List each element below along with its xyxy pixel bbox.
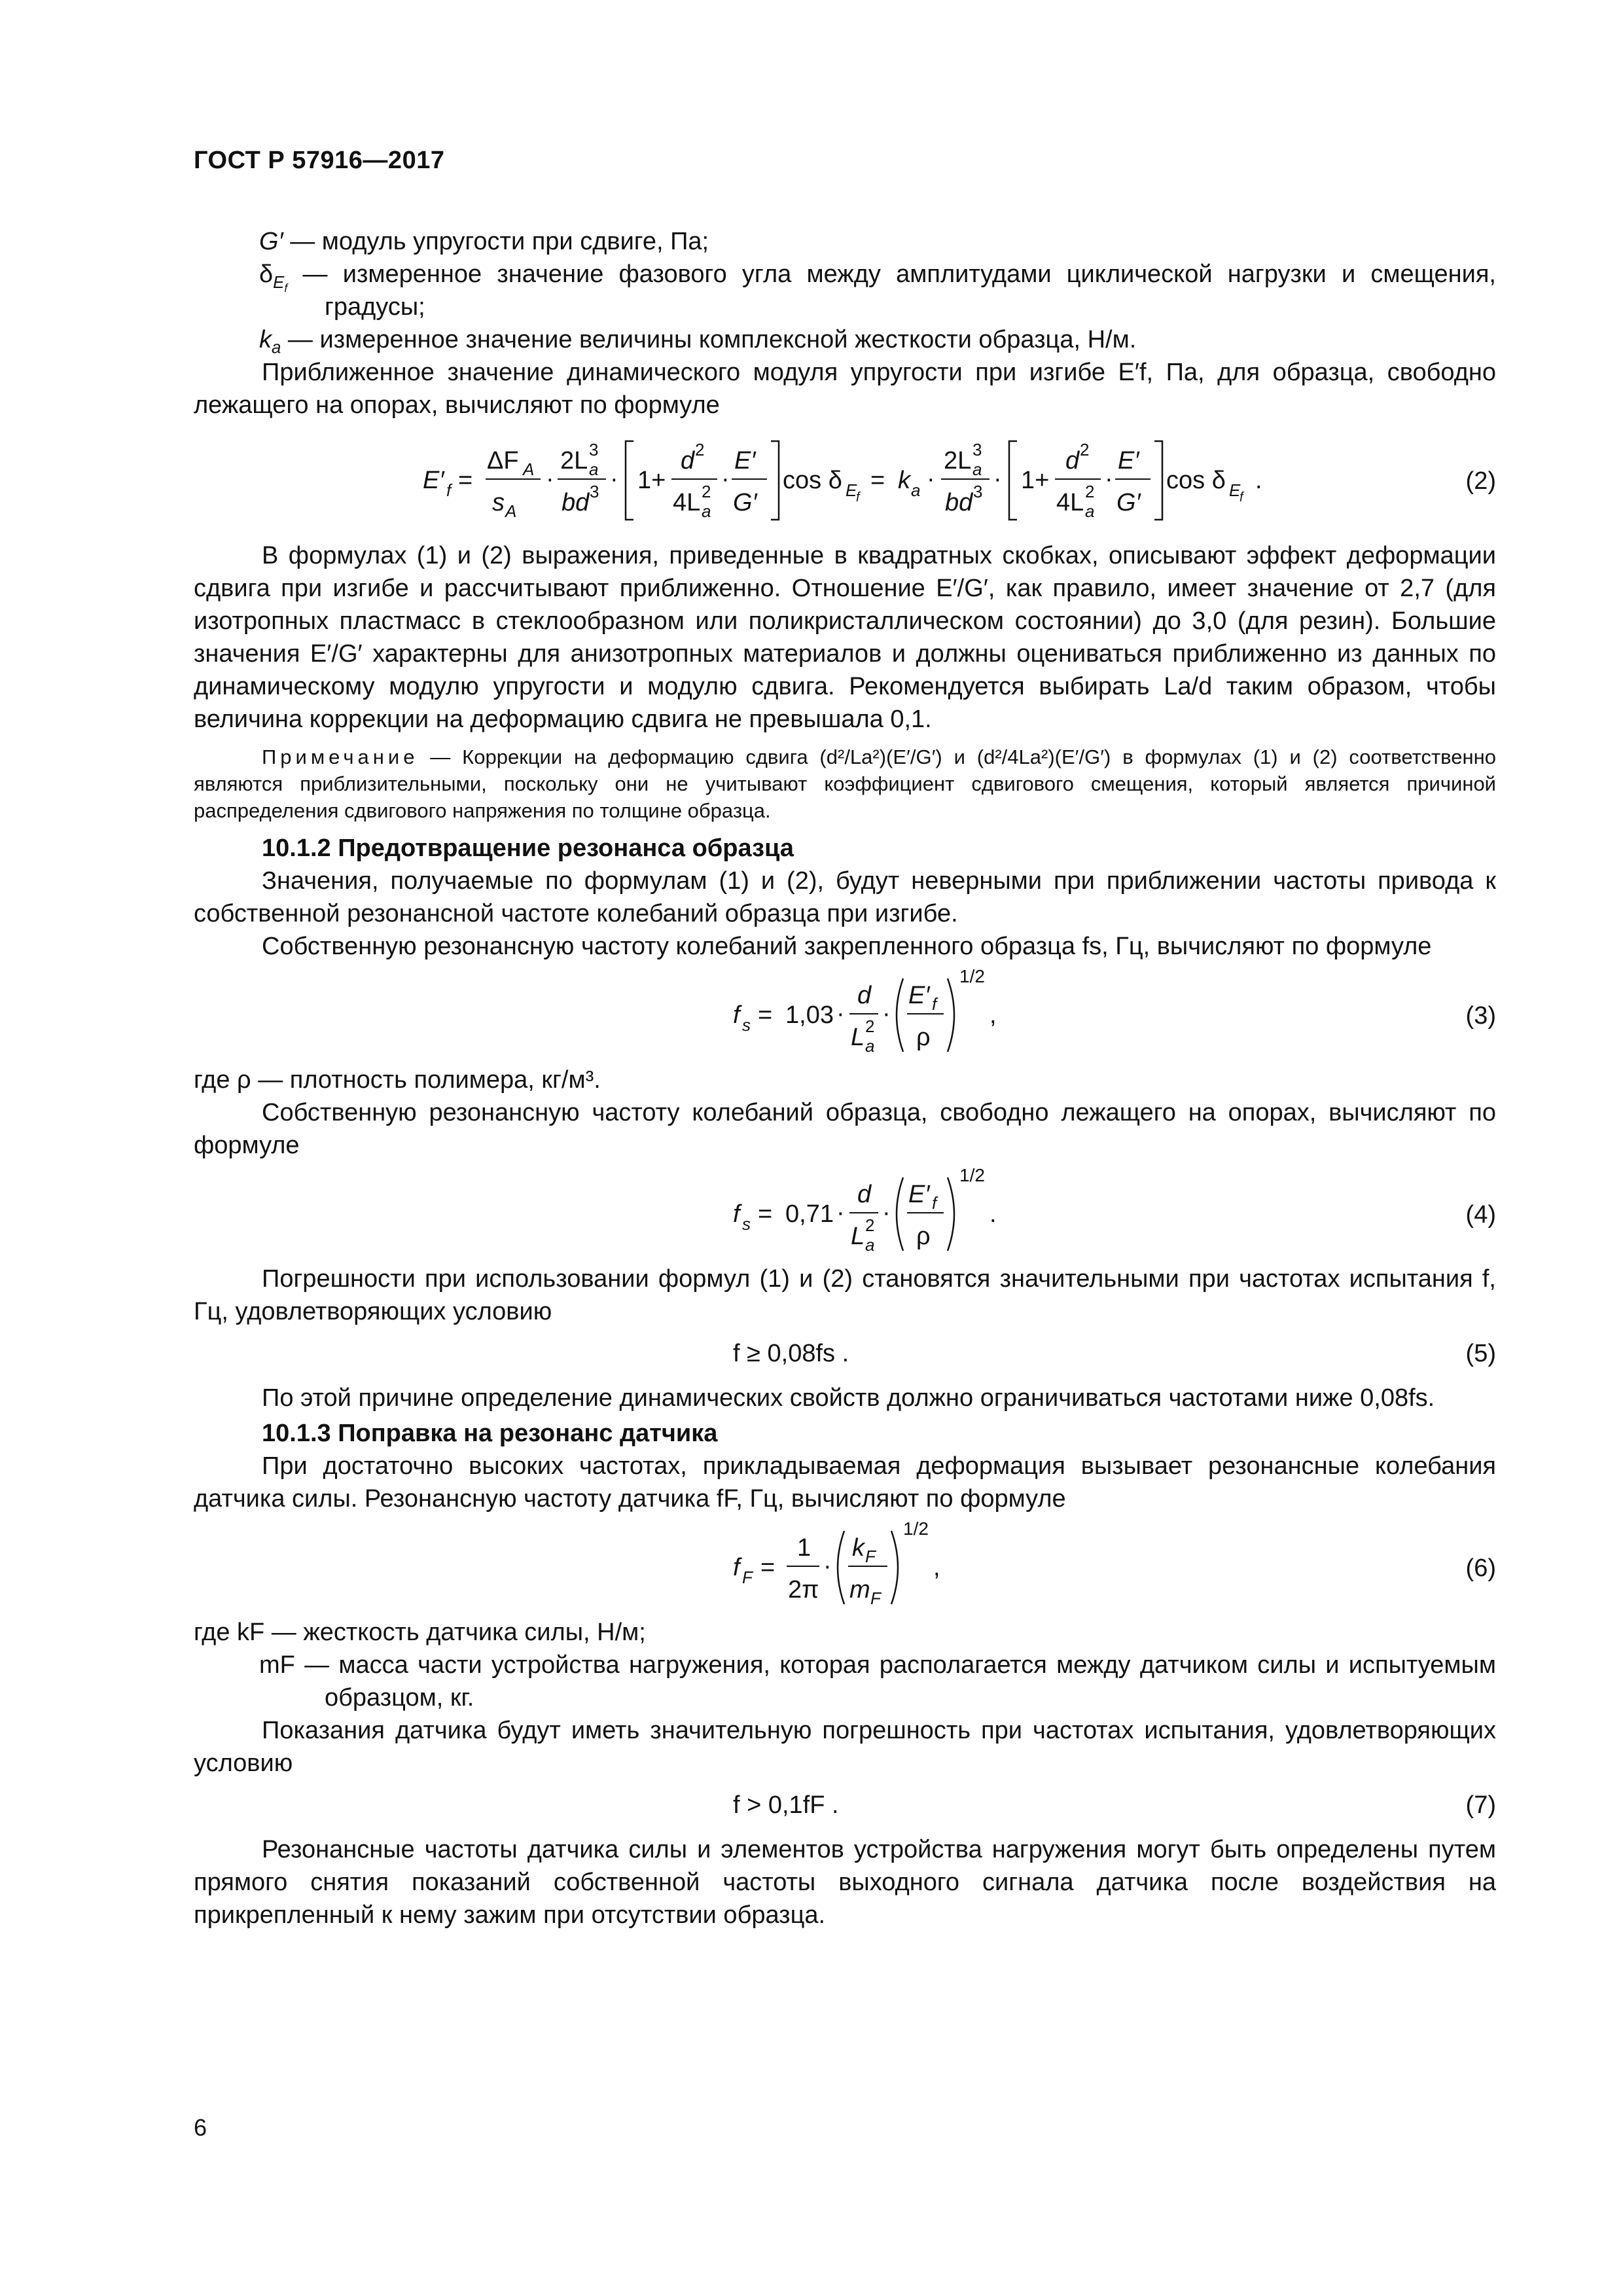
equation-number-6: (6) [1465, 1554, 1496, 1582]
svg-text:a: a [865, 1235, 875, 1255]
paragraph-sensor-resonance: При достаточно высоких частотах, прикладываемая деформация вызывает резонансные колебания датчика силы. Резонансную частоту датчика fF, Гц, вычисляют по формуле [194, 1452, 1496, 1513]
svg-text:E′: E′ [908, 982, 930, 1009]
svg-text:·: · [1105, 465, 1113, 493]
note-shear-correction: Примечание — Коррекции на деформацию сдвига (d²/La²)(E′/G′) и (d²/4La²)(E′/G′) в формулах (1) и (2) соответственно являются приблизительными, поскольку они не учитывают коэффициент сдвигового смещения, который является причиной распределения сдвигового напряжения по толщине образца. [194, 745, 1496, 822]
svg-text:2: 2 [702, 482, 711, 501]
svg-text:s: s [492, 489, 505, 516]
svg-text:2L: 2L [944, 447, 972, 475]
formula-4-graphic [194, 1165, 1496, 1256]
equation-number-3: (3) [1465, 1002, 1496, 1030]
equation-number-4: (4) [1465, 1201, 1496, 1229]
equation-number-2: (2) [1465, 467, 1496, 495]
svg-text:s: s [742, 1015, 751, 1035]
svg-text:,: , [933, 1554, 940, 1581]
svg-text:3: 3 [973, 482, 983, 501]
formula-3-graphic [194, 966, 1496, 1057]
svg-text:k: k [898, 467, 910, 494]
svg-text:E′: E′ [734, 447, 756, 475]
svg-text:f: f [733, 1001, 740, 1029]
formula-3-coefficient: 1,03 [785, 1001, 834, 1029]
svg-text:d: d [857, 1181, 872, 1208]
svg-text:.: . [1255, 467, 1262, 494]
svg-text:d: d [681, 447, 695, 475]
svg-text:=: = [760, 1554, 776, 1581]
note-label: Примечание [262, 745, 419, 768]
definition-ka: $k_a$ — измеренное значение величины комплексной жесткости образца, Н/м. [259, 326, 1137, 357]
formula-7 [194, 1784, 1496, 1829]
svg-text:2: 2 [865, 1215, 875, 1235]
svg-text:f: f [1240, 490, 1243, 505]
svg-text:ΔF: ΔF [487, 447, 519, 475]
svg-text:ρ: ρ [916, 1223, 931, 1250]
svg-text:4L: 4L [1056, 489, 1084, 516]
formula-4-coefficient: 0,71 [785, 1200, 834, 1228]
definition-g-prime: G′ — модуль упругости при сдвиге, Па; [259, 228, 709, 255]
svg-text:1/2: 1/2 [959, 1165, 985, 1185]
svg-text:L: L [851, 1223, 865, 1250]
svg-text:·: · [836, 1199, 845, 1227]
svg-text:2: 2 [695, 440, 705, 459]
svg-text:E′: E′ [908, 1181, 930, 1208]
formula-5 [194, 1332, 1496, 1378]
paragraph-error-condition: Погрешности при использовании формул (1) и (2) становятся значительными при частотах испытания f, Гц, удовлетворяющих условию [194, 1265, 1496, 1325]
svg-text:·: · [836, 1000, 845, 1028]
equation-number-7: (7) [1465, 1791, 1496, 1819]
svg-text:E: E [1229, 480, 1241, 500]
svg-text:.: . [990, 1200, 997, 1228]
formula-6 [194, 1518, 1496, 1609]
svg-text:bd: bd [562, 489, 590, 516]
svg-text:bd: bd [945, 489, 973, 516]
formula-4 [194, 1165, 1496, 1256]
svg-text:·: · [993, 465, 1002, 493]
svg-text:=: = [458, 467, 473, 494]
section-10-1-2-title: 10.1.2 Предотвращение резонанса образца [262, 834, 794, 862]
paragraph-shear-correction: В формулах (1) и (2) выражения, приведенные в квадратных скобках, описывают эффект деформации сдвига при изгибе и рассчитывают приближенно. Отношение E′/G′, как правило, имеет значение от 2,7 (для изотропных пластмасс в стеклообразном или поликристаллическом состоянии) до 3,0 (для резин). Большие значения E′/G′ характерны для анизотропных материалов и должны оцениваться приближенно из данных по динамическому модулю упругости и модулю сдвига. Рекомендуется выбирать La/d таким образом, чтобы величина коррекции на деформацию сдвига не превышала 0,1. [194, 542, 1496, 733]
svg-text:d: d [857, 982, 872, 1009]
svg-text:2π: 2π [788, 1576, 819, 1604]
section-10-1-3-title: 10.1.3 Поправка на резонанс датчика [262, 1420, 718, 1447]
svg-text:a: a [911, 480, 921, 500]
svg-text:=: = [758, 1200, 773, 1228]
page-number: 6 [194, 2114, 207, 2141]
svg-text:f: f [446, 480, 452, 500]
svg-text:f: f [733, 1200, 740, 1228]
equation-number-5: (5) [1465, 1340, 1496, 1367]
svg-text:a: a [865, 1036, 875, 1056]
svg-text:f: f [733, 1554, 740, 1581]
formula-7-expression: f > 0,1fF . [733, 1791, 839, 1819]
svg-text:1+: 1+ [637, 467, 666, 494]
svg-text:f: f [932, 1193, 937, 1213]
paragraph-approximate-modulus: Приближенное значение динамического модуля упругости при изгибе E′f, Па, для образца, свободно лежащего на опорах, вычисляют по формуле [194, 359, 1496, 419]
formula-6-graphic [194, 1518, 1496, 1609]
definition-kf: где kF — жесткость датчика силы, Н/м; [194, 1619, 646, 1646]
svg-text:a: a [972, 459, 982, 479]
svg-text:F: F [865, 1547, 876, 1566]
paragraph-resonance-measurement: Резонансные частоты датчика силы и элементов устройства нагружения могут быть определены путем прямого снятия показаний собственной частоты выходного сигнала датчика после воздействия на прикрепленный к нему зажим при отсутствии образца. [194, 1836, 1496, 1929]
svg-text:3: 3 [590, 482, 599, 501]
svg-text:k: k [852, 1534, 865, 1562]
definition-rho: где ρ — плотность полимера, кг/м³. [194, 1066, 601, 1094]
svg-text:f: f [856, 490, 860, 505]
svg-text:2: 2 [1080, 440, 1090, 459]
svg-text:·: · [882, 1000, 891, 1028]
svg-text:a: a [702, 501, 711, 521]
definition-mf: mF — масса части устройства нагружения, которая располагается между датчиком силы и испытуемым образцом, кг. [259, 1651, 1496, 1712]
svg-text:1: 1 [797, 1534, 812, 1562]
svg-text:E′: E′ [423, 467, 444, 494]
svg-text:cos δ: cos δ [1166, 467, 1226, 494]
svg-text:A: A [523, 459, 535, 479]
svg-text:·: · [721, 465, 730, 493]
svg-text:f: f [932, 994, 937, 1014]
formula-2 [194, 428, 1496, 533]
svg-text:E′: E′ [1118, 447, 1139, 475]
svg-text:F: F [742, 1568, 753, 1587]
svg-text:E: E [846, 480, 857, 500]
formula-3 [194, 966, 1496, 1057]
svg-text:,: , [990, 1001, 997, 1029]
page-content [194, 225, 1496, 1931]
paragraph-resonance-intro: Значения, получаемые по формулам (1) и (2), будут неверными при приближении частоты привода к собственной резонансной частоте колебаний образца при изгибе. [194, 867, 1496, 927]
svg-text:F: F [870, 1588, 881, 1608]
paragraph-sensor-error: Показания датчика будут иметь значительную погрешность при частотах испытания, удовлетворяющих условию [194, 1717, 1496, 1777]
svg-text:L: L [851, 1024, 865, 1051]
svg-text:cos δ: cos δ [783, 467, 842, 494]
svg-text:A: A [505, 501, 517, 521]
formula-5-expression: f ≥ 0,08fs . [733, 1340, 849, 1367]
svg-text:G′: G′ [1116, 489, 1141, 516]
svg-text:2L: 2L [560, 447, 588, 475]
standard-code-header: ГОСТ Р 57916—2017 [194, 147, 445, 174]
svg-text:2: 2 [865, 1016, 875, 1036]
svg-text:·: · [610, 465, 618, 493]
svg-text:2: 2 [1085, 482, 1095, 501]
svg-text:·: · [823, 1552, 832, 1580]
svg-text:G′: G′ [733, 489, 757, 516]
svg-text:=: = [870, 467, 885, 494]
svg-text:4L: 4L [673, 489, 701, 516]
formula-2-graphic [194, 428, 1496, 533]
definition-delta: $\delta_{E_f}$ — измеренное значение фазового угла между амплитудами циклической нагрузки и смещения, градусы; [259, 260, 1496, 321]
svg-text:1+: 1+ [1021, 467, 1050, 494]
svg-text:1/2: 1/2 [903, 1518, 929, 1539]
svg-text:·: · [882, 1199, 891, 1227]
svg-text:a: a [1085, 501, 1095, 521]
svg-text:m: m [849, 1576, 870, 1604]
svg-text:s: s [742, 1214, 751, 1234]
paragraph-clamped-frequency: Собственную резонансную частоту колебаний закрепленного образца fs, Гц, вычисляют по формуле [262, 933, 1432, 960]
svg-text:·: · [546, 465, 554, 493]
paragraph-supported-frequency: Собственную резонансную частоту колебаний образца, свободно лежащего на опорах, вычисляют по формуле [194, 1099, 1496, 1159]
svg-text:d: d [1065, 447, 1080, 475]
svg-text:3: 3 [972, 440, 982, 459]
svg-text:=: = [758, 1001, 773, 1029]
paragraph-frequency-limit: По этой причине определение динамических свойств должно ограничиваться частотами ниже 0,08fs. [262, 1384, 1435, 1412]
svg-text:1/2: 1/2 [959, 966, 985, 986]
svg-text:a: a [589, 459, 599, 479]
svg-text:·: · [927, 465, 935, 493]
svg-text:ρ: ρ [916, 1024, 931, 1051]
svg-text:3: 3 [589, 440, 599, 459]
